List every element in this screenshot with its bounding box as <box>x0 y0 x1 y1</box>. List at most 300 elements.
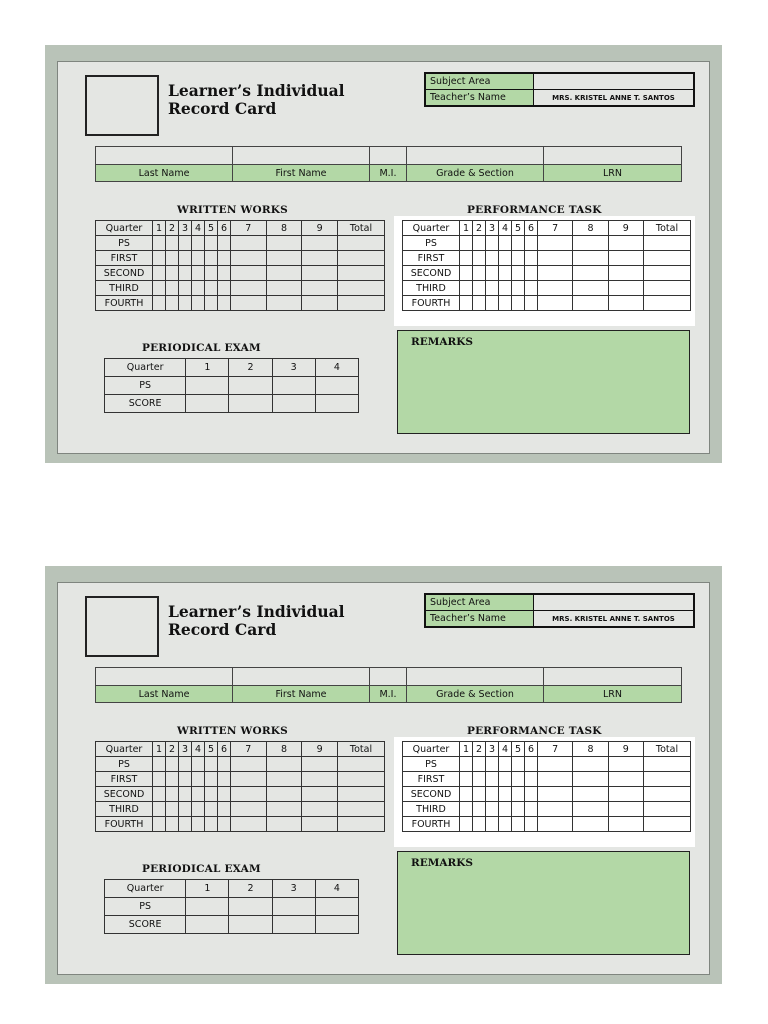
performance-task-score-cell[interactable] <box>512 817 525 832</box>
remarks-box[interactable] <box>397 330 690 434</box>
written-works-score-cell[interactable] <box>338 281 385 296</box>
written-works-score-cell[interactable] <box>205 757 218 772</box>
performance-task-score-cell[interactable] <box>499 757 512 772</box>
subject-area-row <box>425 594 694 611</box>
record-card <box>45 566 722 984</box>
written-works-score-cell[interactable] <box>231 817 267 832</box>
written-works-score-cell[interactable] <box>179 266 192 281</box>
performance-task-score-cell[interactable] <box>486 236 499 251</box>
table-row <box>96 787 385 802</box>
written-works-score-cell[interactable] <box>192 236 205 251</box>
written-works-score-cell[interactable] <box>179 296 192 311</box>
performance-task-score-cell[interactable] <box>538 281 573 296</box>
table-row <box>96 757 385 772</box>
learner-info-labels <box>96 686 682 703</box>
written-works-score-cell[interactable] <box>302 787 338 802</box>
written-works-score-cell[interactable] <box>166 787 179 802</box>
written-works-score-cell[interactable] <box>338 266 385 281</box>
exam-score-cell[interactable] <box>272 377 315 395</box>
written-works-score-cell[interactable] <box>218 772 231 787</box>
performance-task-score-cell[interactable] <box>525 281 538 296</box>
written-works-score-cell[interactable] <box>338 817 385 832</box>
performance-task-header-cell: 8 <box>573 221 608 236</box>
performance-task-score-cell[interactable] <box>525 296 538 311</box>
written-works-score-cell[interactable] <box>231 251 267 266</box>
written-works-title: WRITTEN WORKS <box>177 204 288 216</box>
performance-task-score-cell[interactable] <box>538 802 573 817</box>
performance-task-row-label: PS <box>403 757 460 772</box>
performance-task-header-cell: 6 <box>525 742 538 757</box>
performance-task-score-cell[interactable] <box>473 236 486 251</box>
written-works-score-cell[interactable] <box>218 236 231 251</box>
written-works-score-cell[interactable] <box>231 772 267 787</box>
performance-task-score-cell[interactable] <box>512 772 525 787</box>
name-field-label: M.I. <box>370 165 407 182</box>
performance-task-score-cell[interactable] <box>573 817 608 832</box>
performance-task-row-label: FIRST <box>403 772 460 787</box>
exam-score-cell[interactable] <box>315 898 358 916</box>
written-works-score-cell[interactable] <box>338 802 385 817</box>
performance-task-score-cell[interactable] <box>573 236 608 251</box>
learner-info-inputs <box>96 147 682 165</box>
performance-task-score-cell[interactable] <box>573 296 608 311</box>
written-works-score-cell[interactable] <box>302 802 338 817</box>
performance-task-score-cell[interactable] <box>525 236 538 251</box>
performance-task-score-cell[interactable] <box>644 802 691 817</box>
written-works-score-cell[interactable] <box>153 296 166 311</box>
performance-task-score-cell[interactable] <box>499 772 512 787</box>
written-works-score-cell[interactable] <box>166 296 179 311</box>
table-row <box>105 898 359 916</box>
performance-task-score-cell[interactable] <box>486 802 499 817</box>
performance-task-score-cell[interactable] <box>608 757 643 772</box>
written-works-score-cell[interactable] <box>153 236 166 251</box>
written-works-score-cell[interactable] <box>266 787 302 802</box>
performance-task-score-cell[interactable] <box>608 266 643 281</box>
performance-task-score-cell[interactable] <box>538 772 573 787</box>
performance-task-score-cell[interactable] <box>573 757 608 772</box>
name-input-cell[interactable] <box>233 147 370 165</box>
written-works-score-cell[interactable] <box>179 757 192 772</box>
table-row <box>96 817 385 832</box>
written-works-score-cell[interactable] <box>218 757 231 772</box>
table-row <box>105 916 359 934</box>
written-works-score-cell[interactable] <box>179 802 192 817</box>
performance-task-score-cell[interactable] <box>486 266 499 281</box>
performance-task-score-cell[interactable] <box>644 772 691 787</box>
table-row <box>403 757 691 772</box>
performance-task-score-cell[interactable] <box>512 802 525 817</box>
subject-teacher-table <box>424 72 695 107</box>
performance-task-score-cell[interactable] <box>460 817 473 832</box>
remarks-label: REMARKS <box>411 857 473 869</box>
exam-score-cell[interactable] <box>229 377 272 395</box>
performance-task-score-cell[interactable] <box>473 817 486 832</box>
written-works-score-cell[interactable] <box>166 236 179 251</box>
performance-task-score-cell[interactable] <box>538 251 573 266</box>
written-works-score-cell[interactable] <box>302 296 338 311</box>
performance-task-score-cell[interactable] <box>608 772 643 787</box>
performance-task-score-cell[interactable] <box>512 787 525 802</box>
performance-task-score-cell[interactable] <box>573 251 608 266</box>
written-works-score-cell[interactable] <box>338 236 385 251</box>
performance-task-score-cell[interactable] <box>644 817 691 832</box>
written-works-score-cell[interactable] <box>266 802 302 817</box>
performance-task-score-cell[interactable] <box>644 787 691 802</box>
written-works-row-label: FOURTH <box>96 296 153 311</box>
performance-task-score-cell[interactable] <box>538 236 573 251</box>
written-works-header-cell: 1 <box>153 221 166 236</box>
performance-task-score-cell[interactable] <box>538 296 573 311</box>
performance-task-score-cell[interactable] <box>608 236 643 251</box>
performance-task-score-cell[interactable] <box>460 236 473 251</box>
performance-task-title: PERFORMANCE TASK <box>467 204 602 216</box>
written-works-score-cell[interactable] <box>179 251 192 266</box>
written-works-score-cell[interactable] <box>166 281 179 296</box>
performance-task-score-cell[interactable] <box>473 296 486 311</box>
written-works-score-cell[interactable] <box>231 802 267 817</box>
written-works-score-cell[interactable] <box>218 281 231 296</box>
written-works-score-cell[interactable] <box>153 757 166 772</box>
performance-task-score-cell[interactable] <box>644 281 691 296</box>
table-header-row <box>96 221 385 236</box>
written-works-score-cell[interactable] <box>338 787 385 802</box>
written-works-row-label: THIRD <box>96 281 153 296</box>
written-works-score-cell[interactable] <box>153 787 166 802</box>
written-works-score-cell[interactable] <box>179 817 192 832</box>
exam-score-cell[interactable] <box>229 916 272 934</box>
performance-task-score-cell[interactable] <box>473 772 486 787</box>
performance-task-score-cell[interactable] <box>573 802 608 817</box>
written-works-score-cell[interactable] <box>231 757 267 772</box>
name-input-cell[interactable] <box>370 668 407 686</box>
performance-task-score-cell[interactable] <box>486 251 499 266</box>
written-works-score-cell[interactable] <box>166 817 179 832</box>
table-row <box>96 236 385 251</box>
performance-task-score-cell[interactable] <box>499 802 512 817</box>
written-works-score-cell[interactable] <box>231 296 267 311</box>
written-works-score-cell[interactable] <box>192 802 205 817</box>
performance-task-score-cell[interactable] <box>512 757 525 772</box>
exam-score-cell[interactable] <box>272 898 315 916</box>
performance-task-score-cell[interactable] <box>512 251 525 266</box>
table-row <box>105 395 359 413</box>
written-works-score-cell[interactable] <box>192 266 205 281</box>
written-works-score-cell[interactable] <box>192 772 205 787</box>
written-works-score-cell[interactable] <box>192 296 205 311</box>
exam-score-cell[interactable] <box>272 916 315 934</box>
written-works-score-cell[interactable] <box>192 787 205 802</box>
exam-score-cell[interactable] <box>186 898 229 916</box>
written-works-score-cell[interactable] <box>153 266 166 281</box>
exam-row-label: SCORE <box>105 916 186 934</box>
performance-task-score-cell[interactable] <box>473 281 486 296</box>
written-works-score-cell[interactable] <box>205 787 218 802</box>
written-works-score-cell[interactable] <box>179 236 192 251</box>
written-works-header-cell: 6 <box>218 221 231 236</box>
performance-task-score-cell[interactable] <box>573 787 608 802</box>
performance-task-score-cell[interactable] <box>573 266 608 281</box>
periodical-exam-table <box>104 879 359 934</box>
performance-task-score-cell[interactable] <box>486 281 499 296</box>
written-works-score-cell[interactable] <box>231 266 267 281</box>
written-works-score-cell[interactable] <box>205 251 218 266</box>
written-works-score-cell[interactable] <box>266 817 302 832</box>
written-works-score-cell[interactable] <box>302 266 338 281</box>
performance-task-score-cell[interactable] <box>486 817 499 832</box>
performance-task-score-cell[interactable] <box>608 281 643 296</box>
written-works-score-cell[interactable] <box>166 802 179 817</box>
written-works-score-cell[interactable] <box>192 251 205 266</box>
performance-task-score-cell[interactable] <box>460 296 473 311</box>
photo-box <box>85 75 159 136</box>
table-header-row <box>403 221 691 236</box>
written-works-score-cell[interactable] <box>179 281 192 296</box>
record-card-body <box>57 582 710 975</box>
performance-task-score-cell[interactable] <box>644 757 691 772</box>
performance-task-score-cell[interactable] <box>512 296 525 311</box>
performance-task-score-cell[interactable] <box>525 757 538 772</box>
performance-task-score-cell[interactable] <box>460 281 473 296</box>
table-row <box>96 772 385 787</box>
table-row <box>403 281 691 296</box>
performance-task-score-cell[interactable] <box>538 817 573 832</box>
written-works-score-cell[interactable] <box>338 251 385 266</box>
written-works-score-cell[interactable] <box>153 281 166 296</box>
performance-task-header-cell: 8 <box>573 742 608 757</box>
written-works-score-cell[interactable] <box>166 266 179 281</box>
written-works-score-cell[interactable] <box>205 281 218 296</box>
performance-task-header-cell: 4 <box>499 221 512 236</box>
performance-task-score-cell[interactable] <box>608 787 643 802</box>
performance-task-score-cell[interactable] <box>499 266 512 281</box>
written-works-score-cell[interactable] <box>302 772 338 787</box>
written-works-score-cell[interactable] <box>218 817 231 832</box>
name-input-cell[interactable] <box>544 668 682 686</box>
performance-task-score-cell[interactable] <box>608 802 643 817</box>
written-works-score-cell[interactable] <box>338 296 385 311</box>
performance-task-score-cell[interactable] <box>473 251 486 266</box>
teacher-name-field[interactable]: MRS. KRISTEL ANNE T. SANTOS <box>534 90 695 107</box>
performance-task-score-cell[interactable] <box>460 772 473 787</box>
written-works-header-cell: 5 <box>205 221 218 236</box>
performance-task-score-cell[interactable] <box>499 236 512 251</box>
name-field-label: First Name <box>233 165 370 182</box>
written-works-score-cell[interactable] <box>153 817 166 832</box>
exam-header-cell: 2 <box>229 359 272 377</box>
written-works-row-label: FIRST <box>96 772 153 787</box>
exam-score-cell[interactable] <box>272 395 315 413</box>
performance-task-score-cell[interactable] <box>486 296 499 311</box>
teacher-name-row <box>425 90 694 107</box>
name-input-cell[interactable] <box>407 668 544 686</box>
written-works-header-cell: 7 <box>231 742 267 757</box>
performance-task-score-cell[interactable] <box>486 772 499 787</box>
performance-task-score-cell[interactable] <box>573 281 608 296</box>
exam-score-cell[interactable] <box>315 377 358 395</box>
performance-task-score-cell[interactable] <box>608 817 643 832</box>
performance-task-score-cell[interactable] <box>499 787 512 802</box>
written-works-score-cell[interactable] <box>205 772 218 787</box>
exam-score-cell[interactable] <box>315 916 358 934</box>
table-row <box>96 266 385 281</box>
written-works-score-cell[interactable] <box>166 772 179 787</box>
performance-task-header-cell: 1 <box>460 221 473 236</box>
performance-task-score-cell[interactable] <box>460 757 473 772</box>
performance-task-score-cell[interactable] <box>486 787 499 802</box>
written-works-score-cell[interactable] <box>205 802 218 817</box>
name-field-label: Grade & Section <box>407 165 544 182</box>
performance-task-header-cell: 3 <box>486 742 499 757</box>
performance-task-score-cell[interactable] <box>512 281 525 296</box>
performance-task-score-cell[interactable] <box>538 787 573 802</box>
written-works-header-cell: Total <box>338 742 385 757</box>
exam-score-cell[interactable] <box>186 916 229 934</box>
written-works-score-cell[interactable] <box>266 757 302 772</box>
written-works-score-cell[interactable] <box>266 772 302 787</box>
name-field-label: LRN <box>544 686 682 703</box>
written-works-score-cell[interactable] <box>231 281 267 296</box>
performance-task-row-label: PS <box>403 236 460 251</box>
subject-area-field[interactable] <box>534 73 695 90</box>
written-works-score-cell[interactable] <box>266 281 302 296</box>
performance-task-score-cell[interactable] <box>512 266 525 281</box>
written-works-row-label: FOURTH <box>96 817 153 832</box>
written-works-table <box>95 220 385 311</box>
written-works-header-cell: 7 <box>231 221 267 236</box>
performance-task-score-cell[interactable] <box>644 236 691 251</box>
performance-task-header-cell: 7 <box>538 221 573 236</box>
performance-task-score-cell[interactable] <box>460 251 473 266</box>
written-works-score-cell[interactable] <box>166 251 179 266</box>
subject-area-field[interactable] <box>534 594 695 611</box>
written-works-score-cell[interactable] <box>302 236 338 251</box>
performance-task-score-cell[interactable] <box>473 266 486 281</box>
performance-task-score-cell[interactable] <box>473 787 486 802</box>
performance-task-score-cell[interactable] <box>608 251 643 266</box>
written-works-score-cell[interactable] <box>302 817 338 832</box>
remarks-box[interactable] <box>397 851 690 955</box>
performance-task-score-cell[interactable] <box>525 817 538 832</box>
table-row <box>105 377 359 395</box>
written-works-score-cell[interactable] <box>179 787 192 802</box>
performance-task-score-cell[interactable] <box>538 266 573 281</box>
performance-task-score-cell[interactable] <box>473 802 486 817</box>
written-works-score-cell[interactable] <box>338 757 385 772</box>
name-input-cell[interactable] <box>407 147 544 165</box>
performance-task-score-cell[interactable] <box>499 817 512 832</box>
written-works-score-cell[interactable] <box>231 787 267 802</box>
written-works-score-cell[interactable] <box>218 251 231 266</box>
performance-task-score-cell[interactable] <box>499 281 512 296</box>
written-works-score-cell[interactable] <box>218 296 231 311</box>
written-works-score-cell[interactable] <box>218 802 231 817</box>
written-works-score-cell[interactable] <box>218 787 231 802</box>
written-works-score-cell[interactable] <box>302 757 338 772</box>
performance-task-header-cell: Quarter <box>403 221 460 236</box>
table-header-row <box>96 742 385 757</box>
performance-task-score-cell[interactable] <box>512 236 525 251</box>
performance-task-score-cell[interactable] <box>460 787 473 802</box>
teacher-name-field[interactable]: MRS. KRISTEL ANNE T. SANTOS <box>534 611 695 628</box>
card-title-line-1: Learner’s Individual <box>168 81 345 100</box>
exam-score-cell[interactable] <box>229 395 272 413</box>
performance-task-score-cell[interactable] <box>525 772 538 787</box>
written-works-score-cell[interactable] <box>205 296 218 311</box>
exam-score-cell[interactable] <box>229 898 272 916</box>
written-works-score-cell[interactable] <box>218 266 231 281</box>
exam-score-cell[interactable] <box>315 395 358 413</box>
performance-task-score-cell[interactable] <box>499 296 512 311</box>
written-works-header-cell: 2 <box>166 742 179 757</box>
name-input-cell[interactable] <box>96 147 233 165</box>
written-works-score-cell[interactable] <box>302 251 338 266</box>
performance-task-score-cell[interactable] <box>525 266 538 281</box>
performance-task-score-cell[interactable] <box>460 266 473 281</box>
subject-area-label: Subject Area <box>425 73 534 90</box>
exam-header-cell: 4 <box>315 880 358 898</box>
written-works-score-cell[interactable] <box>231 236 267 251</box>
performance-task-score-cell[interactable] <box>644 266 691 281</box>
written-works-score-cell[interactable] <box>266 236 302 251</box>
performance-task-score-cell[interactable] <box>460 802 473 817</box>
written-works-score-cell[interactable] <box>153 772 166 787</box>
performance-task-score-cell[interactable] <box>486 757 499 772</box>
written-works-score-cell[interactable] <box>205 266 218 281</box>
written-works-score-cell[interactable] <box>205 236 218 251</box>
written-works-score-cell[interactable] <box>192 817 205 832</box>
performance-task-score-cell[interactable] <box>644 296 691 311</box>
written-works-score-cell[interactable] <box>266 296 302 311</box>
name-input-cell[interactable] <box>544 147 682 165</box>
periodical-exam-table <box>104 358 359 413</box>
written-works-score-cell[interactable] <box>302 281 338 296</box>
written-works-score-cell[interactable] <box>166 757 179 772</box>
name-input-cell[interactable] <box>233 668 370 686</box>
performance-task-score-cell[interactable] <box>525 802 538 817</box>
performance-task-score-cell[interactable] <box>499 251 512 266</box>
performance-task-score-cell[interactable] <box>538 757 573 772</box>
written-works-score-cell[interactable] <box>153 802 166 817</box>
exam-score-cell[interactable] <box>186 377 229 395</box>
written-works-score-cell[interactable] <box>192 757 205 772</box>
performance-task-score-cell[interactable] <box>473 757 486 772</box>
performance-task-score-cell[interactable] <box>525 251 538 266</box>
written-works-score-cell[interactable] <box>205 817 218 832</box>
performance-task-score-cell[interactable] <box>525 787 538 802</box>
performance-task-header-cell: 5 <box>512 742 525 757</box>
written-works-title: WRITTEN WORKS <box>177 725 288 737</box>
performance-task-table <box>402 220 691 311</box>
exam-score-cell[interactable] <box>186 395 229 413</box>
performance-task-header-cell: 6 <box>525 221 538 236</box>
exam-header-cell: 2 <box>229 880 272 898</box>
name-input-cell[interactable] <box>370 147 407 165</box>
written-works-score-cell[interactable] <box>192 281 205 296</box>
performance-task-score-cell[interactable] <box>608 296 643 311</box>
written-works-score-cell[interactable] <box>179 772 192 787</box>
performance-task-header-cell: 2 <box>473 742 486 757</box>
written-works-header-cell: 4 <box>192 221 205 236</box>
name-input-cell[interactable] <box>96 668 233 686</box>
performance-task-score-cell[interactable] <box>644 251 691 266</box>
written-works-score-cell[interactable] <box>153 251 166 266</box>
written-works-score-cell[interactable] <box>266 266 302 281</box>
written-works-score-cell[interactable] <box>338 772 385 787</box>
performance-task-score-cell[interactable] <box>573 772 608 787</box>
performance-task-header-cell: Total <box>644 742 691 757</box>
written-works-score-cell[interactable] <box>266 251 302 266</box>
